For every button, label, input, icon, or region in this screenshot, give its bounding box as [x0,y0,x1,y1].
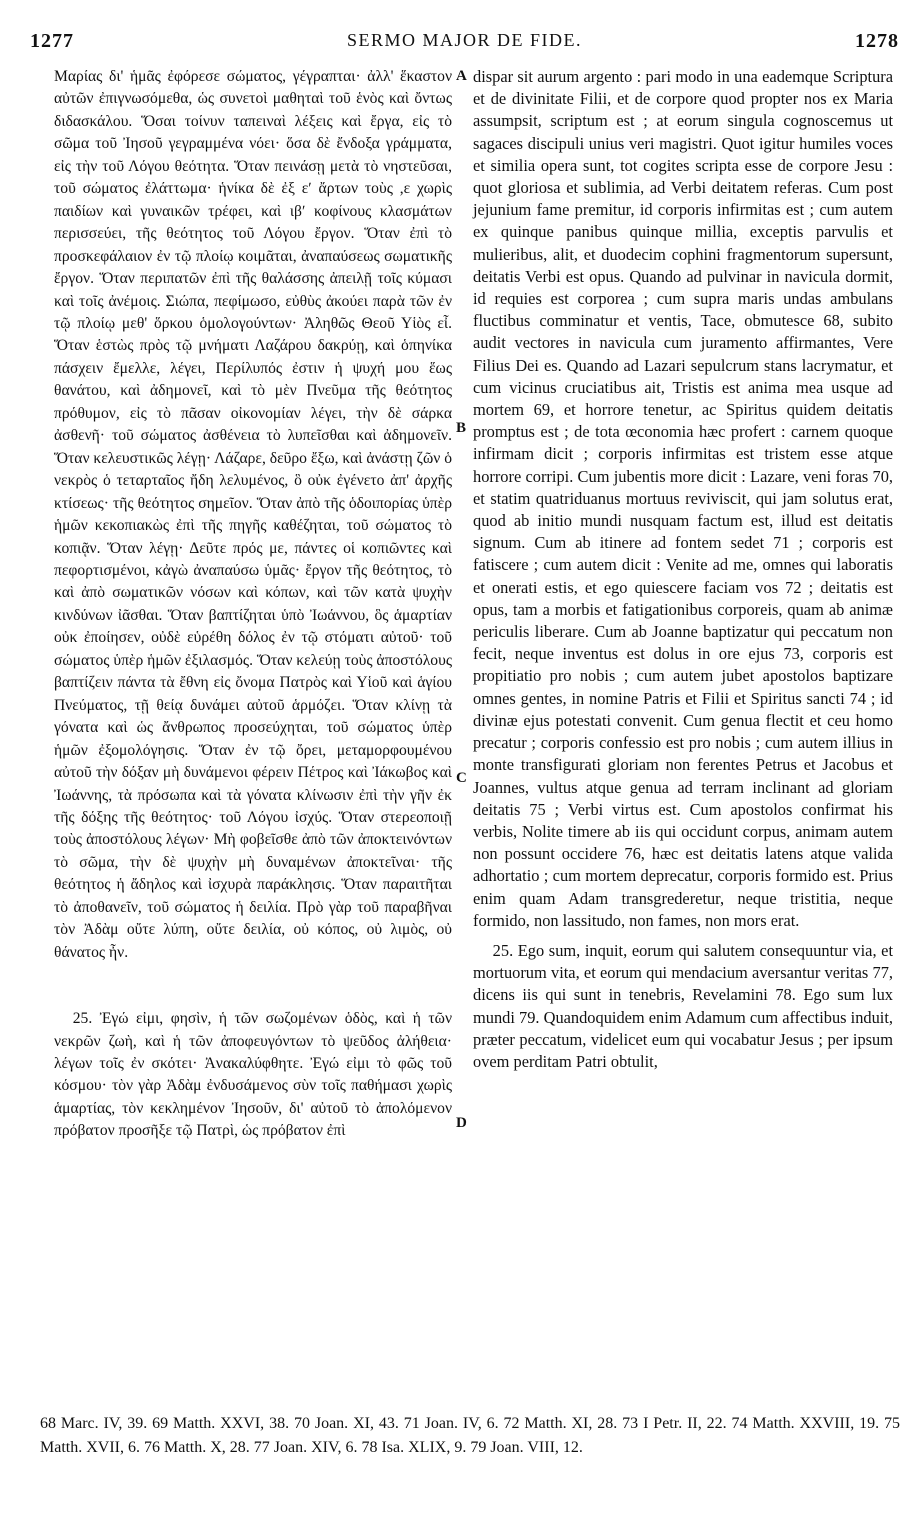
margin-letter-d: D [456,1115,467,1131]
greek-section-25: 25. Ἐγώ εἰμι, φησὶν, ἡ τῶν σωζομένων ὁδὸς, καὶ ἡ τῶν νεκρῶν ζωὴ, καὶ ἡ τῶν ἀποφευγόντων τὸ ψεῦδος ἀλήθεια· λέγων τοῖς ἐν σκότει· Ἀνακαλύφθητε. Ἐγώ εἰμι τὸ φῶς τοῦ κόσμου· τὸν γὰρ Ἀδὰμ ἐνδυσάμενος σὺν τοῖς παθήμασι χωρὶς ἁμαρτίας, τὸν κεκλημένον Ἰησοῦν, δι' αὐτοῦ τὸ ἀπολόμενον πρόβατον προσῆξε τῷ Πατρὶ, ὡς πρόβατον ἐπὶ [54,1010,452,1140]
latin-column [473,66,893,1073]
running-header [30,30,899,58]
margin-letter-a: A [456,68,467,84]
footnotes [40,1412,900,1460]
greek-column [54,66,452,1143]
left-page-number: 1277 [30,30,74,52]
latin-paragraph: dispar sit aurum argento : pari modo in una eademque Scriptura et de divinitate Filii, et de corpore quod propter nos ex Maria assumpsit, scriptum est ; at eorum singula cognoscemus ut sagaces discipuli unius veri magistri. Quot igitur humiles voces et similia opera sunt, tot cogites scripta esse de corpore Jesu : quot gloriosa et sublimia, ad Verbi deitatem referas. Cum post jejunium fame premitur, id corporis infirmitas est ; cum autem ex quinque panibus quinque millia, exceptis parvulis et mulieribus, alit, et duodecim cophini fragmentorum supersunt, deitatis Verbi est opus. Quando ad pulvinar in navicula dormit, id requies est corporea ; cum supra maris undas ambulans fluctibus comminatur et ventis, Tace, obmutesce 68, subito audit vectores in navicula cum juramento affirmantes, Vere Filius Dei es. Quando ad Lazari sepulcrum stans lacrymatur, et cum vicinus cruciatibus ait, Tristis est anima mea usque ad mortem 69, et horrore tenetur, ac Spiritus quidem deitatis promptus est ; de tota œconomia hæc profert : carnem quoque infirmam dicit ; corporis infirmitas est tristem esse atque horrore corripi. Cum jubentis more dicit : Lazare, veni foras 70, et statim quatriduanus mortuus reviviscit, qui jam solutus erat, quod ab initio mundi nusquam factum est, illud est deitatis signum. Cum ab itinere ad fontem sedet 71 ; corporis est fatiscere ; cum autem dicit : Venite ad me, omnes qui laboratis et onerati estis, et ego quiescere faciam vos 72 ; deitatis est opus, tam a morbis et fatigationibus corporeis, quam ab animæ periculis liberare. Cum ab Joanne baptizatur qui peccatum non fecit, neque inventus est dolus in ore ejus 73, corporis est propitiatio pro nobis ; cum autem jubet apostolos baptizare omnes gentes, in nomine Patris et Filii et Spiritus sancti 74 ; id divinæ ejus potestati convenit. Cum genua flectit et ceu homo precatur ; corporis confessio est pro nobis ; cum autem illius in monte transfigurati gloriam non ferentes Petrus et Jacobus et Joannes, vultus atque genua ad terram inclinant ad gloriam deitatis 75 ; Verbi virtus est. Cum apostolos confirmat his verbis, Nolite timere ab iis qui occidunt corpus, animam autem non possunt occidere 76, hæc est deitatis latens atque valida adhortatio ; cum mortem deprecatur, corporis formido est. Prius enim quam Adam transgrederetur, neque tristitia, neque formido, non lassitudo, non fames, non mors erat. [473,67,893,930]
footnote-references: 68 Marc. IV, 39. 69 Matth. XXVI, 38. 70 Joan. XI, 43. 71 Joan. IV, 6. 72 Matth. XI, 28. 73 I Petr. II, 22. 74 Matth. XXVIII, 19. 75 Matth. XVII, 6. 76 Matth. X, 28. 77 Joan. XIV, 6. 78 Isa. XLIX, 9. 79 Joan. VIII, 12. [40,1415,900,1456]
margin-letter-c: C [456,770,467,786]
margin-letter-b: B [456,420,467,436]
running-title: SERMO MAJOR DE FIDE. [346,30,583,50]
right-page-number: 1278 [855,30,899,52]
latin-section-25: 25. Ego sum, inquit, eorum qui salutem consequuntur via, et mortuorum vita, et eorum qui mendacium aversantur veritas 77, dicens iis qui sunt in tenebris, Revelamini 78. Ego sum lux mundi 79. Quandoquidem enim Adamum cum affectibus induit, præter peccatum, videlicet eum qui vocabatur Jesus ; per ipsum ovem perditam Patri obtulit, [473,940,893,1071]
greek-paragraph: Μαρίας δι' ἡμᾶς ἐφόρεσε σώματος, γέγραπται· ἀλλ' ἕκαστον αὐτῶν ἐπιγνωσόμεθα, ὡς συνετοὶ μαθηταὶ τοῦ ἑνὸς καὶ ὄντως διδασκάλου. Ὅσαι τοίνυν ταπειναὶ λέξεις καὶ ἔργα, εἰς τὸ σῶμα τοῦ Ἰησοῦ γεγραμμένα νόει· ὅσα δὲ ἔνδοξα γράμματα, εἰς τὴν τοῦ Λόγου θεότητα. Ὅταν πεινάσῃ μετὰ τὸ νηστεῦσαι, τοῦ σώματος ἐλάττωμα· ἡνίκα δὲ ἐξ εʹ ἄρτων τοὺς ,ε χωρὶς παιδίων καὶ γυναικῶν τρέφει, καὶ ιβʹ κοφίνους κλασμάτων περισσεύει, τῆς θεότητος τοῦ Λόγου ἔργον. Ὅταν ἐπὶ τὸ προσκεφάλαιον ἐν τῷ πλοίῳ κοιμᾶται, ἀναπαύσεως σωματικῆς ἔργον. Ὅταν περιπατῶν ἐπὶ τῆς θαλάσσης ἀπειλῇ τοῖς κύμασι καὶ τοῖς ἀνέμοις. Σιώπα, πεφίμωσο, εὐθὺς ἀκούει παρὰ τῶν ἐν τῷ πλοίῳ μεθ' ὅρκου ὁμολογούντων· Ἀληθῶς Θεοῦ Υἱὸς εἶ. Ὅταν ἑστὼς πρὸς τῷ μνήματι Λαζάρου δακρύῃ, καὶ ὁπηνίκα πάσχειν ἔμελλε, λέγει, Περίλυπός ἐστιν ἡ ψυχή μου ἕως θανάτου, καὶ ἀδημονεῖ, καὶ τὸ μὲν Πνεῦμα τῆς θεότητος πρόθυμον, εἰς τὸ πᾶσαν οἰκονομίαν λέγει, τὴν δὲ σάρκα ἀσθενῆ· τοῦ σώματος ἀσθένεια τὸ λυπεῖσθαι καὶ ἀδημονεῖν. Ὅταν κελευστικῶς λέγῃ· Λάζαρε, δεῦρο ἔξω, καὶ ἀνάστῃ ζῶν ὁ νεκρὸς ὁ τεταρταῖος ἤδη λελυμένος, ὃ οὐκ ἐγένετο ἀπ' ἀρχῆς κτίσεως· τῆς θεότητος σημεῖον. Ὅταν ἀπὸ τῆς ὁδοιπορίας ὑπὲρ ἡμῶν κεκοπιακὼς ἐπὶ τῆς πηγῆς καθέζηται, τοῦ σώματος τὸ κοπιᾷν. Ὅταν λέγῃ· Δεῦτε πρός με, πάντες οἱ κοπιῶντες καὶ πεφορτισμένοι, κἀγὼ ἀναπαύσω ὑμᾶς· ἔργον τῆς θεότητος, τὸ καὶ ἀπὸ σωματικῶν νόσων καὶ κόπων, καὶ τῶν κατὰ ψυχὴν κινδύνων ἰᾶσθαι. Ὅταν βαπτίζηται ὑπὸ Ἰωάννου, ὃς ἁμαρτίαν οὐκ ἐποίησεν, οὐδὲ εὑρέθη δόλος ἐν τῷ στόματι αὐτοῦ· τοῦ σώματος ὑπὲρ ἡμῶν ἐξιλασμός. Ὅταν κελεύῃ τοὺς ἀποστόλους βαπτίζειν πάντα τὰ ἔθνη εἰς ὄνομα Πατρὸς καὶ Υἱοῦ καὶ ἁγίου Πνεύματος, τῇ θείᾳ δυνάμει αὐτοῦ ἁρμόζει. Ὅταν κλίνῃ τὰ γόνατα καὶ ὡς ἄνθρωπος προσεύχηται, τοῦ σώματος ὑπὲρ ἡμῶν ἐξομολόγησις. Ὅταν ἐν τῷ ὄρει, μεταμορφουμένου αὐτοῦ τὴν δόξαν μὴ δυνάμενοι φέρειν Πέτρος καὶ Ἰάκωβος καὶ Ἰωάννης, τὰ πρόσωπα καὶ τὰ γόνατα κλίνωσιν ἐπὶ τὴν γῆν ἐκ τῆς δόξης τῆς θεότητος· τοῦ Λόγου ἰσχύς. Ὅταν στερεοποιῇ τοὺς ἀποστόλους λέγων· Μὴ φοβεῖσθε ἀπὸ τῶν ἀποκτεινόντων τὸ σῶμα, τὴν δὲ ψυχὴν μὴ δυναμένων ἀποκτεῖναι· τῆς θεότητος ἡ ἄδηλος καὶ ἰσχυρὰ παράκλησις. Ὅταν παραιτῆται τὸ ἀποθανεῖν, τοῦ σώματος ἡ δειλία. Πρὸ γὰρ τοῦ παραβῆναι τὸν Ἀδὰμ οὔτε λύπη, οὔτε δειλία, οὐ κόπος, οὐ λιμὸς, οὐ θάνατος ἦν. [54,68,452,961]
